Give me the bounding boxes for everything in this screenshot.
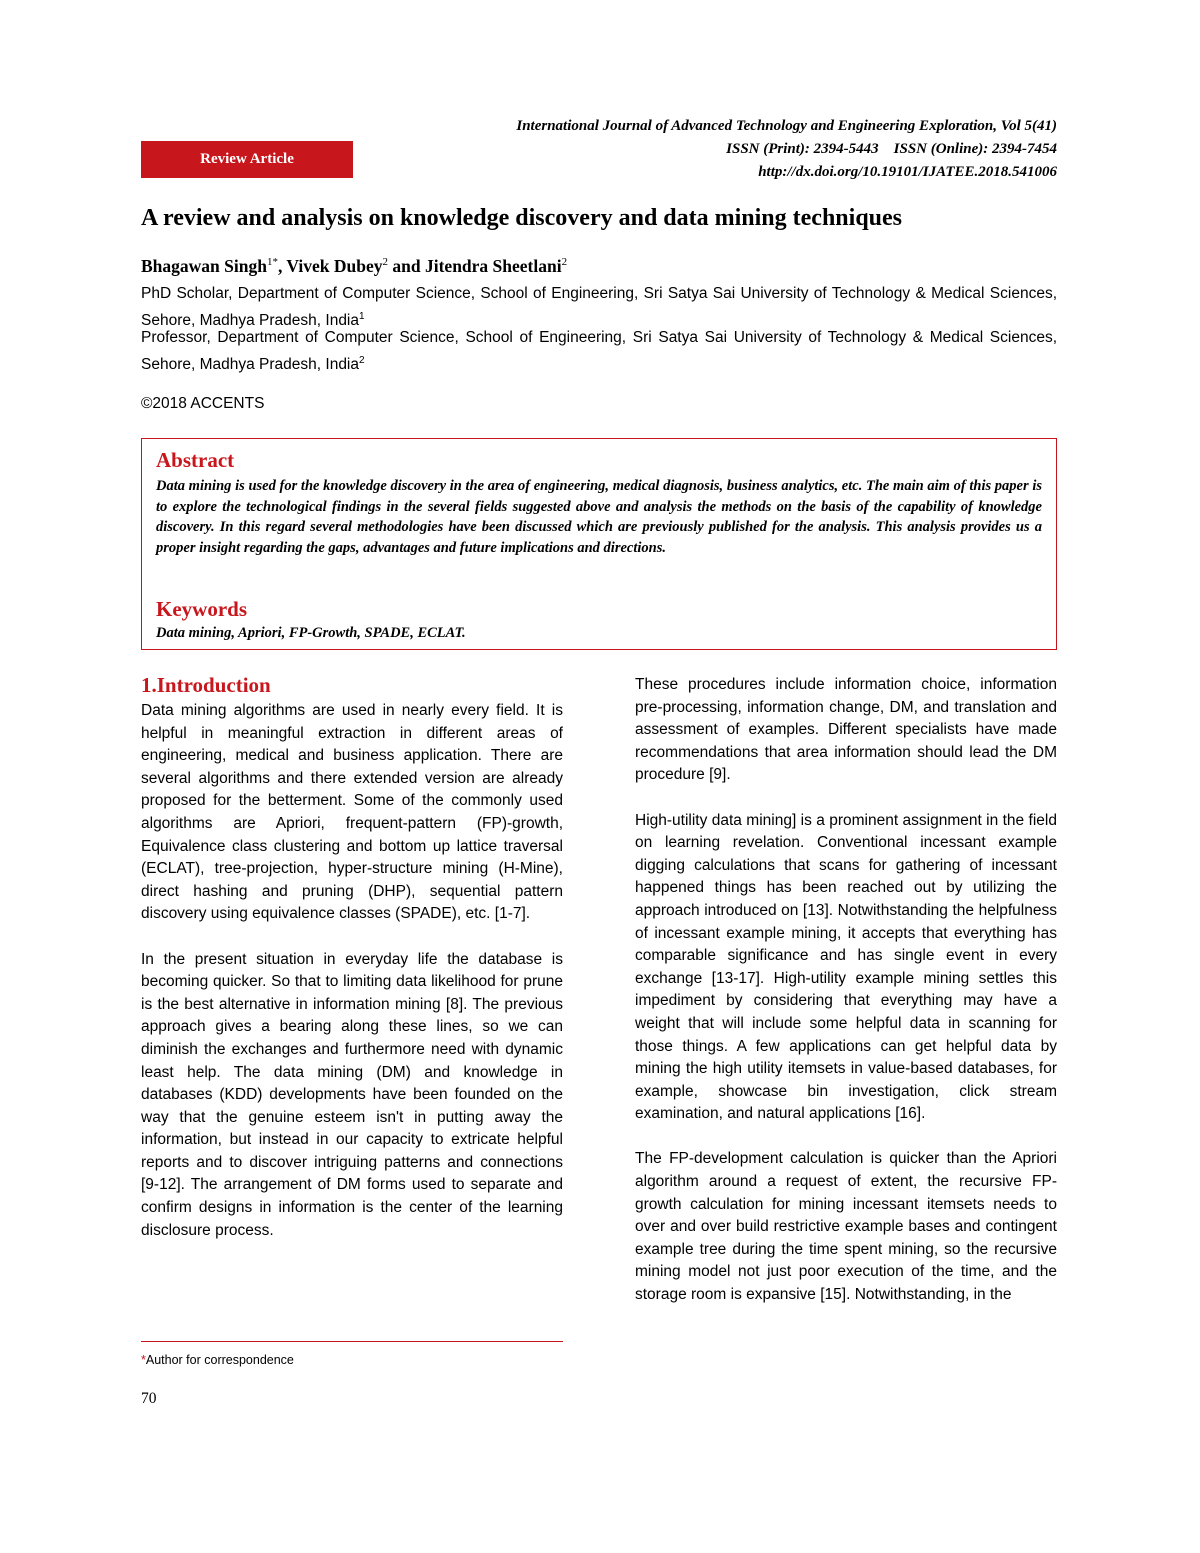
journal-doi-link[interactable]: http://dx.doi.org/10.19101/IJATEE.2018.541006 <box>758 164 1057 180</box>
abstract-text: Data mining is used for the knowledge discovery in the area of engineering, medical diagnosis, business analytics, etc. The main aim of this paper is to explore the technological findings in the several fields suggested above and analysis the methods on the basis of the capability of knowledge discovery. In this regard several methodologies have been discussed which are previously published for the analysis. This analysis provides us a proper insight regarding the gaps, advantages and future implications and directions. <box>156 478 1042 556</box>
abstract-heading: Abstract <box>156 448 235 472</box>
author-separator: , <box>277 256 287 276</box>
left-column <box>141 700 563 1265</box>
affiliation-2 <box>141 326 1057 376</box>
author-name: Bhagawan Singh <box>141 256 267 276</box>
affiliation-text: Professor, Department of Computer Science, School of Engineering, Sri Satya Sai University of Technology & Medical Sciences, Sehore, Madhya Pradesh, India <box>141 329 1057 374</box>
body-paragraph: High-utility data mining] is a prominent assignment in the field on learning revelation. Conventional incessant example digging calculations that scans for gathering of incessant happened things has been reached out by utilizing the approach introduced on [13]. Notwithstanding the helpfulness of incessant example mining, it accepts that everything has comparable significance and has single event in every exchange [13-17]. High-utility example mining settles this impediment by considering that everything may have a weight that will include some helpful data in scanning for those things. A few applications can get helpful data by mining the high utility itemsets in value-based databases, for example, showcase bin investigation, click stream examination, and natural applications [16]. <box>635 811 1057 1123</box>
body-paragraph: These procedures include information choice, information pre-processing, information change, DM, and translation and assessment of examples. Different specialists have made recommendations that area information should lead the DM procedure [9]. <box>635 676 1057 784</box>
footnote-divider <box>141 1341 563 1342</box>
author-separator: and <box>388 256 425 276</box>
body-paragraph: Data mining algorithms are used in nearly every field. It is helpful in meaningful extraction in different areas of engineering, medical and business application. There are several algorithms and there extended version are already proposed for the betterment. Some of the commonly used algorithms are Apriori, frequent-pattern (FP)-growth, Equivalence class clustering and bottom up lattice traversal (ECLAT), tree-projection, hyper-structure mining (H-Mine), direct hashing and pruning (DHP), sequential pattern discovery using equivalence classes (SPADE), etc. [1-7]. <box>141 702 563 923</box>
author-list <box>141 256 567 277</box>
footnote-text: Author for correspondence <box>145 1353 294 1367</box>
abstract-box <box>141 438 1057 650</box>
affiliation-superscript: 2 <box>359 355 365 366</box>
affiliation-superscript: 1 <box>359 311 365 322</box>
author-superscript: 2 <box>561 256 568 269</box>
footnote-star: * <box>141 1353 146 1367</box>
right-column <box>635 674 1057 1329</box>
paper-title: A review and analysis on knowledge discovery and data mining techniques <box>141 205 903 231</box>
affiliation-1 <box>141 282 1057 332</box>
keywords-text: Data mining, Apriori, FP-Growth, SPADE, ECLAT. <box>156 625 466 641</box>
footnote <box>141 1353 294 1367</box>
journal-issn: ISSN (Print): 2394-5443 ISSN (Online): 2394-7454 <box>726 141 1057 157</box>
article-type-badge: Review Article <box>141 141 353 178</box>
keywords-heading: Keywords <box>156 597 247 621</box>
author-superscript: 1* <box>266 256 278 269</box>
author-name: Jitendra Sheetlani <box>424 256 562 276</box>
page-number: 70 <box>141 1390 157 1407</box>
body-paragraph: The FP-development calculation is quicker than the Apriori algorithm around a request of extent, the recursive FP-growth calculation for mining incessant itemsets needs to over and over build restrictive example bases and contingent example tree during the time spent mining, so the recursive mining model not just poor execution of the time, and the storage room is expansive [15]. Notwithstanding, in the <box>635 1150 1057 1304</box>
copyright-notice: ©2018 ACCENTS <box>141 395 265 412</box>
journal-name: International Journal of Advanced Technology and Engineering Exploration, Vol 5(41) <box>516 118 1057 134</box>
affiliation-text: PhD Scholar, Department of Computer Science, School of Engineering, Sri Satya Sai University of Technology & Medical Sciences, Sehore, Madhya Pradesh, India <box>141 285 1057 330</box>
journal-header <box>516 115 1057 184</box>
author-name: Vivek Dubey <box>286 256 383 276</box>
author-superscript: 2 <box>382 256 389 269</box>
section-heading-introduction: 1.Introduction <box>141 673 271 697</box>
body-paragraph: In the present situation in everyday life the database is becoming quicker. So that to limiting data likelihood for prune is the best alternative in information mining [8]. The previous approach gives a bearing along these lines, so we can diminish the exchanges and furthermore need with dynamic least help. The data mining (DM) and knowledge in databases (KDD) developments have been founded on the way that the genuine esteem isn't in putting away the information, but instead in our capacity to extricate helpful reports and to discover intriguing patterns and connections [9-12]. The arrangement of DM forms used to separate and confirm designs in information is the center of the learning disclosure process. <box>141 950 563 1239</box>
